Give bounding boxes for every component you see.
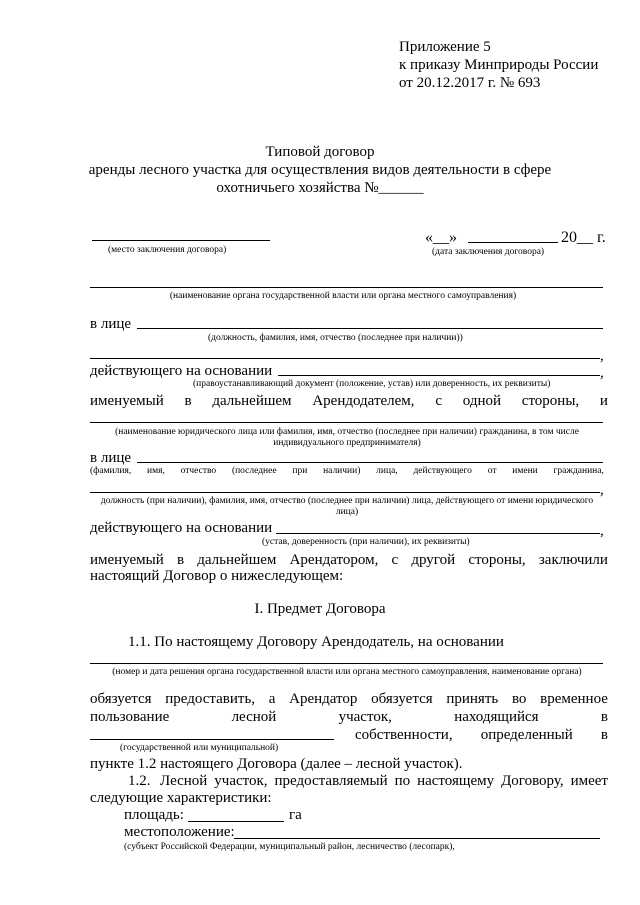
organ-caption: (наименование органа государственной власти или органа местного самоуправления) — [169, 291, 517, 301]
word: (последнее — [231, 466, 277, 476]
lessee-named-line-2: настоящий Договор о нижеследующем: — [90, 568, 344, 584]
word: Лесной — [160, 773, 208, 789]
word: (фамилия, — [90, 466, 132, 476]
word: дальнейшем — [197, 552, 277, 568]
word: именуемый — [90, 393, 164, 409]
appendix-line-2: к приказу Минприроды России — [399, 57, 599, 73]
lessor-person-line-2 — [90, 358, 600, 359]
word: Арендатором, — [289, 552, 379, 568]
word: в — [600, 709, 608, 725]
section-1-heading: I. Предмет Договора — [254, 601, 386, 617]
word: временное — [540, 691, 608, 707]
lessee-doc-line — [276, 533, 600, 534]
obliges-line — [90, 690, 608, 708]
word: обязуется — [371, 691, 433, 707]
word: участок, — [214, 773, 268, 789]
lessor-acting: действующего на основании — [90, 363, 273, 379]
date-quote: «__» — [425, 229, 457, 246]
doc-title-2: аренды лесного участка для осуществления видов деятельности в сфере — [88, 162, 552, 178]
word: и — [599, 393, 608, 409]
word: с — [391, 552, 399, 568]
appendix-line-1: Приложение 5 — [399, 39, 491, 55]
date-caption: (дата заключения договора) — [432, 247, 545, 257]
decision-line — [90, 663, 603, 664]
lessee-person-line-2 — [90, 492, 600, 493]
comma-1: , — [600, 348, 604, 364]
clause-1-1-end: пункте 1.2 настоящего Договора (далее – лесной участок). — [90, 756, 463, 772]
lessee-doc-caption: (устав, доверенность (при наличии), их реквизиты) — [262, 537, 470, 547]
comma-3: , — [600, 482, 604, 498]
word: гражданина, — [553, 466, 604, 476]
word: от — [487, 466, 497, 476]
word: настоящему — [417, 773, 495, 789]
lessor-in-person: в лице — [90, 316, 132, 332]
word: по — [394, 773, 411, 789]
word: Арендатор — [289, 691, 358, 707]
word: стороны, — [468, 552, 526, 568]
word: в — [184, 393, 192, 409]
word: а — [268, 691, 276, 707]
word: определенный — [480, 727, 573, 743]
lessor-named-line — [90, 392, 608, 410]
clause-1-2-line-2: следующие характеристики: — [90, 790, 272, 806]
comma-2: , — [600, 365, 604, 381]
place-caption: (место заключения договора) — [108, 245, 227, 255]
appendix-line-3: от 20.12.2017 г. № 693 — [399, 75, 541, 91]
place-line — [92, 240, 270, 241]
lessee-rep-caption-2: должность (при наличии), фамилия, имя, отчество (последнее при наличии) лица, действующего от имени юридического лица) — [100, 496, 594, 517]
lessee-person-line — [137, 462, 603, 463]
lessee-name-line — [90, 422, 603, 423]
word: обязуется — [90, 691, 152, 707]
word: лица, — [376, 466, 398, 476]
doc-title-1: Типовой договор — [265, 144, 375, 160]
ownership-words — [355, 726, 608, 744]
lessee-acting: действующего на основании — [90, 520, 273, 536]
word: стороны, — [521, 393, 580, 409]
location-caption: (субъект Российской Федерации, муниципальный район, лесничество (лесопарк), — [124, 842, 455, 852]
word: собственности, — [355, 727, 453, 743]
lessee-rep-caption-1 — [90, 466, 604, 477]
decision-caption: (номер и дата решения органа государственной власти или органа местного самоуправления, наименование органа) — [112, 667, 582, 677]
word: лесной — [231, 709, 277, 725]
lessor-position-caption: (должность, фамилия, имя, отчество (последнее при наличии)) — [208, 333, 463, 343]
ownership-caption: (государственной или муниципальной) — [120, 743, 279, 753]
lessor-person-line — [137, 328, 603, 329]
word: предоставить, — [165, 691, 256, 707]
word: Договору, — [501, 773, 564, 789]
lessor-doc-caption: (правоустанавливающий документ (положение, устав) или доверенность, их реквизиты) — [193, 379, 551, 389]
location-line — [234, 838, 600, 839]
word: действующего — [413, 466, 472, 476]
word: в — [176, 552, 185, 568]
word: находящийся — [454, 709, 539, 725]
word: принять — [446, 691, 499, 707]
use-line — [90, 708, 608, 726]
word: Арендодателем, — [312, 393, 415, 409]
word: пользование — [90, 709, 170, 725]
date-year: 20__ г. — [561, 229, 606, 246]
comma-4: , — [600, 523, 604, 539]
clause-1-2-num: 1.2. — [128, 773, 151, 789]
word: дальнейшем — [212, 393, 292, 409]
word: другой — [411, 552, 456, 568]
area-unit: га — [289, 807, 302, 823]
area-line — [188, 821, 284, 822]
word: наличии) — [323, 466, 361, 476]
date-line — [468, 242, 558, 243]
word: участок, — [338, 709, 392, 725]
word: имени — [512, 466, 538, 476]
lessor-doc-line — [278, 375, 600, 376]
ownership-line — [90, 739, 334, 740]
word: имеет — [570, 773, 608, 789]
word: отчество — [180, 466, 217, 476]
lessee-name-caption: (наименование юридического лица или фамилия, имя, отчество (последнее при наличии) гражданина, в том числе индивидуального предпринимателя) — [115, 427, 579, 448]
lessee-in-person: в лице — [90, 450, 132, 466]
area-label: площадь: — [124, 807, 184, 823]
clause-1-2-line — [160, 772, 608, 790]
word: одной — [462, 393, 502, 409]
word: имя, — [146, 466, 165, 476]
word: во — [511, 691, 527, 707]
doc-title-3: охотничьего хозяйства №______ — [216, 180, 424, 196]
word: в — [600, 727, 608, 743]
location-label: местоположение: — [124, 824, 235, 840]
word: предоставляемый — [274, 773, 388, 789]
clause-1-1: 1.1. По настоящему Договору Арендодатель, на основании — [128, 634, 504, 650]
word: именуемый — [90, 552, 164, 568]
organ-line — [90, 287, 603, 288]
word: при — [292, 466, 308, 476]
word: заключили — [538, 552, 608, 568]
word: с — [435, 393, 442, 409]
